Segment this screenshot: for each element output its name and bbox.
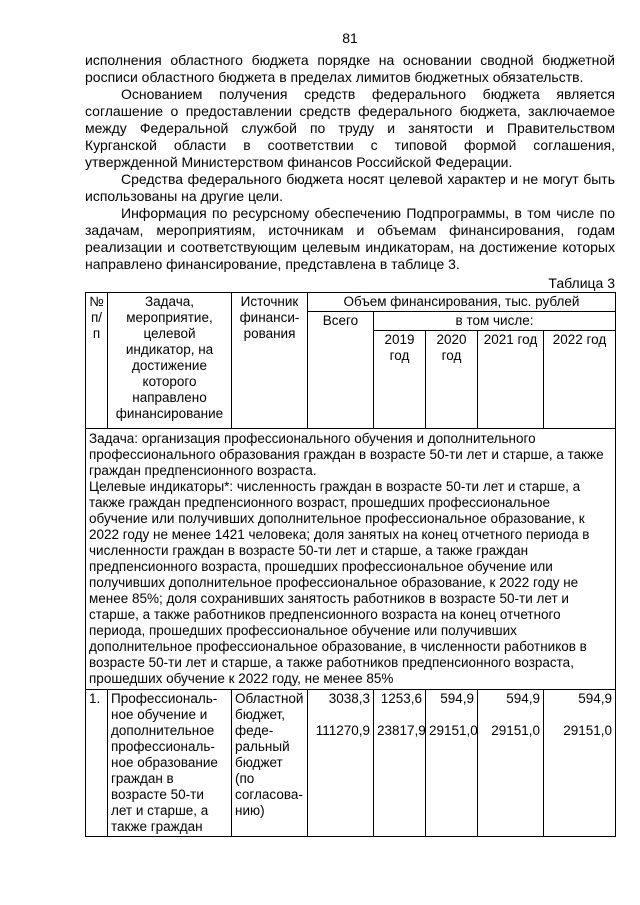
header-source: Источник финанси-рования: [232, 293, 308, 429]
federal-2020: 29151,0: [429, 723, 478, 738]
header-2020: 2020 год: [426, 331, 478, 429]
row-2022: [544, 690, 616, 837]
federal-2019: 23817,9: [377, 723, 426, 738]
table-row: [86, 690, 616, 837]
financing-table: [85, 292, 616, 837]
federal-total: 111270,9: [315, 723, 370, 738]
regional-2019: 1253,6: [380, 691, 422, 706]
source-federal: феде-ральный бюджет (по согласова-нию): [235, 723, 303, 818]
regional-total: 3038,3: [328, 691, 370, 706]
page-number: 81: [342, 30, 358, 46]
federal-2022: 29151,0: [563, 723, 613, 738]
paragraph-2: Основанием получения средств федерального бюджета является соглашение о предоставлении средств федерального бюджета, заключаемое между Федеральной службой по труду и занятости и Правительством Курганской области в соответствии с типовой формой соглашения, утвержденной Министерством финансов Российской Федерации.: [85, 86, 615, 170]
regional-2020: 594,9: [440, 691, 474, 706]
header-task: Задача, мероприятие, целевой индикатор, на достижение которого направлено финансирование: [108, 293, 232, 429]
header-2021: 2021 год: [478, 331, 544, 429]
source-regional: Областной бюджет,: [235, 691, 304, 722]
regional-2021: 594,9: [506, 691, 540, 706]
header-num: № п/п: [86, 293, 108, 429]
header-including: в том числе:: [374, 312, 616, 331]
federal-2021: 29151,0: [491, 723, 540, 738]
row-total: [308, 690, 374, 837]
task-cell: [86, 429, 616, 690]
task-text: Задача: организация профессионального обучения и дополнительного профессионального образования граждан в возрасте 50-ти лет и старше, а также граждан предпенсионного возраста.: [89, 431, 604, 478]
header-total: Всего: [308, 312, 374, 429]
indicators-text: Целевые индикаторы*: численность граждан в возрасте 50-ти лет и старше, а также граждан предпенсионного возраст, прошедших профессиональное обучение или получивших дополнительное профессиональное образование, к 2022 году не менее 1421 человека; доля занятых на конец отчетного периода в численности граждан в возрасте 50-ти лет и старше, а также граждан предпенсионного возраста, прошедших профессиональное обучение или получивших дополнительное профессиональное образование, к 2022 году не менее 85%; доля сохранивших занятость работников в возрасте 50-ти лет и старше, а также работников предпенсионного возраста на конец отчетного периода, прошедших профессиональное обучение или получивших дополнительное профессиональное образование, в численности работников в возрасте 50-ти лет и старше, а также работников предпенсионного возраста, прошедших обучение к 2022 году, не менее 85%: [89, 479, 590, 686]
header-2019: 2019 год: [374, 331, 426, 429]
row-2020: [426, 690, 478, 837]
row-2021: [478, 690, 544, 837]
regional-2022: 594,9: [578, 691, 613, 706]
task-row: [86, 429, 616, 690]
header-2022: 2022 год: [544, 331, 616, 429]
paragraph-3: Средства федерального бюджета носят целевой характер и не могут быть использованы на другие цели.: [85, 171, 615, 204]
paragraph-4: Информация по ресурсному обеспечению Подпрограммы, в том числе по задачам, мероприятиям, источникам и объемам финансирования, годам реализации и соответствующим целевым индикаторам, на достижение которых направлено финансирование, представлена в таблице 3.: [85, 205, 615, 272]
row-name: Профессиональ-ное обучение и дополнительное профессиональ-ное образование граждан в возрасте 50-ти лет и старше, а также граждан: [108, 690, 232, 837]
table-header-row-1: [86, 293, 616, 312]
row-2019: [374, 690, 426, 837]
table-caption: Таблица 3: [548, 275, 615, 291]
header-volume: Объем финансирования, тыс. рублей: [308, 293, 616, 312]
document-page: [85, 30, 615, 837]
row-source: [232, 690, 308, 837]
row-num: 1.: [86, 690, 108, 837]
paragraph-1: исполнения областного бюджета порядке на основании сводной бюджетной росписи областного бюджета в пределах лимитов бюджетных обязательств.: [85, 52, 615, 85]
